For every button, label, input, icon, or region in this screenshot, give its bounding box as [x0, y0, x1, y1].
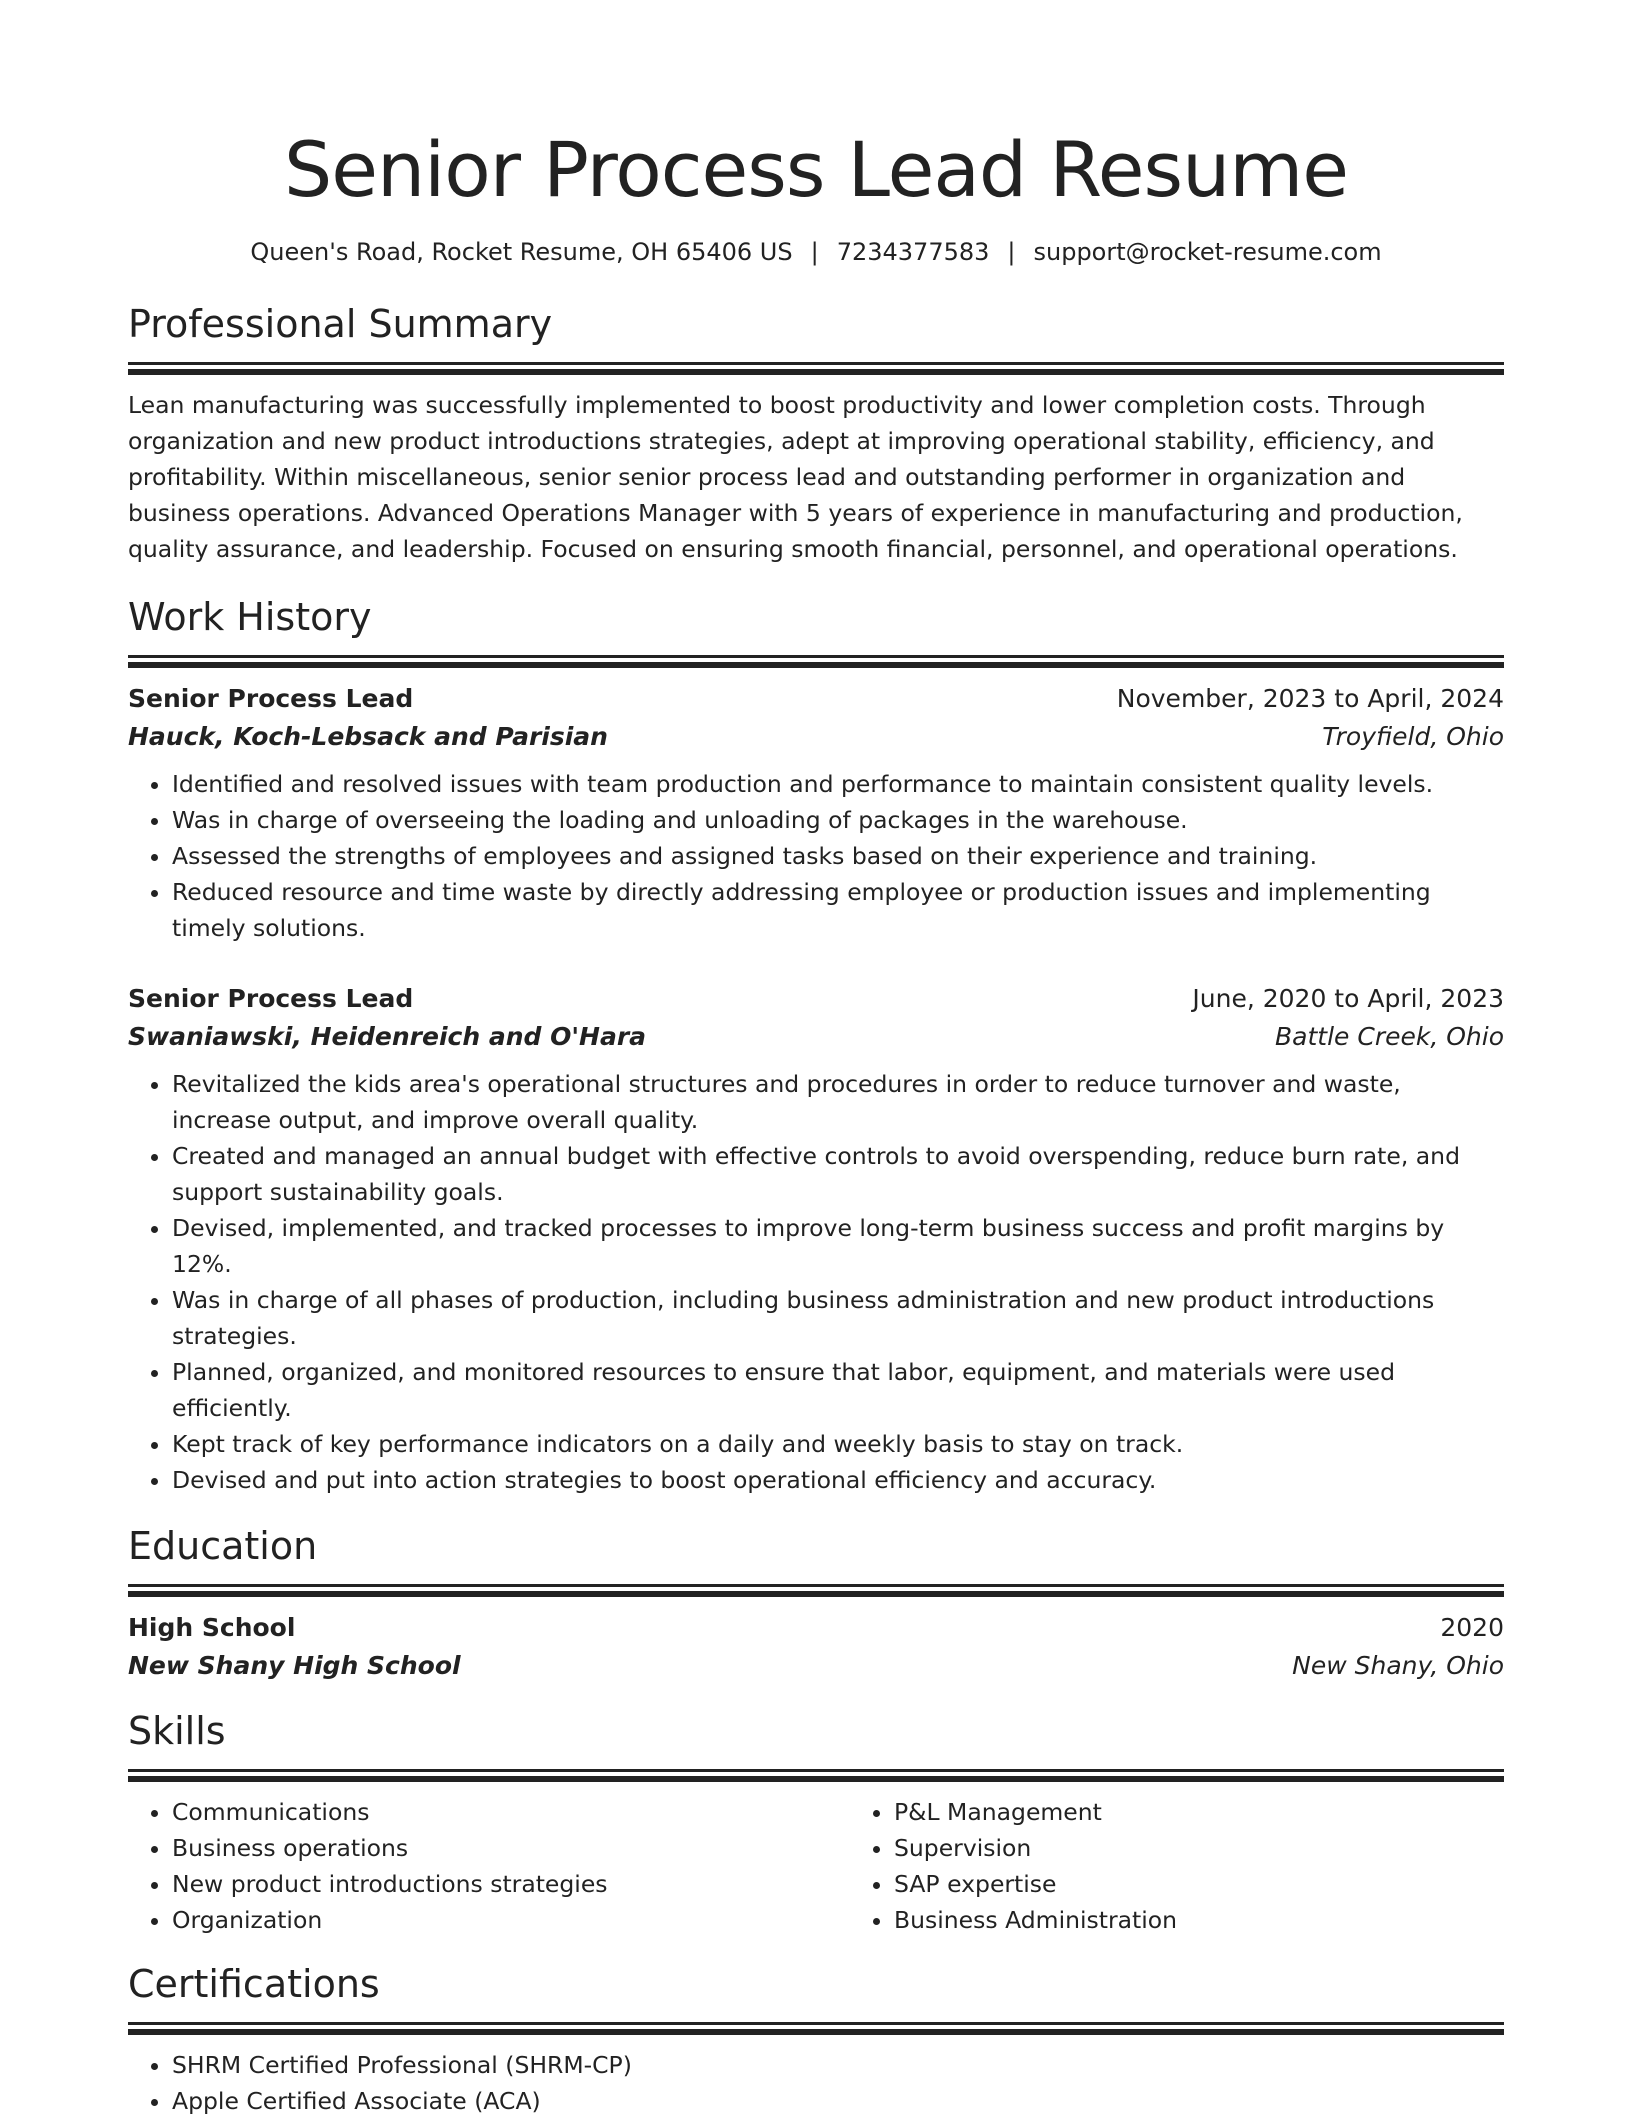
- list-item: • SHRM Certified Professional (SHRM-CP): [172, 2047, 1504, 2083]
- certifications-list: [128, 2047, 1504, 2119]
- contact-separator: |: [810, 238, 819, 266]
- summary-heading: Professional Summary: [128, 302, 553, 346]
- list-item: • Was in charge of all phases of production, including business administration and new product introductions strategies.: [172, 1282, 1504, 1354]
- list-item: • Business Administration: [894, 1902, 1572, 1938]
- job-header: [128, 980, 1504, 1018]
- job-location: Troyfield, Ohio: [1322, 722, 1504, 751]
- job-entry: [128, 980, 1504, 1498]
- list-item: • New product introductions strategies: [172, 1866, 850, 1902]
- list-item: • Planned, organized, and monitored resources to ensure that labor, equipment, and materials were used efficiently.: [172, 1354, 1504, 1426]
- contact-address: Queen's Road, Rocket Resume, OH 65406 US: [250, 238, 793, 266]
- job-subheader: [128, 1018, 1504, 1056]
- job-subheader: [128, 718, 1504, 756]
- education-degree: High School: [128, 1613, 296, 1642]
- list-item: • Apple Certified Associate (ACA): [172, 2083, 1504, 2119]
- section-divider: [128, 655, 1504, 658]
- list-item: • Identified and resolved issues with team production and performance to maintain consistent quality levels.: [172, 766, 1504, 802]
- section-divider: [128, 1769, 1504, 1772]
- job-dates: June, 2020 to April, 2023: [1192, 984, 1504, 1013]
- list-item: • Created and managed an annual budget with effective controls to avoid overspending, reduce burn rate, and support sustainability goals.: [172, 1138, 1504, 1210]
- skills-left-list: [128, 1794, 850, 1938]
- contact-line: [128, 236, 1504, 268]
- section-divider: [128, 2022, 1504, 2025]
- contact-email[interactable]: support@rocket-resume.com: [1033, 238, 1382, 266]
- resume-page: [128, 0, 1504, 2119]
- list-item: • Assessed the strengths of employees and assigned tasks based on their experience and training.: [172, 838, 1504, 874]
- job-header: [128, 680, 1504, 718]
- list-item: • Devised, implemented, and tracked processes to improve long-term business success and profit margins by 12%.: [172, 1210, 1504, 1282]
- education-heading: Education: [128, 1524, 318, 1568]
- work-heading: Work History: [128, 595, 372, 639]
- education-header: [128, 1609, 1504, 1647]
- skills-heading: Skills: [128, 1709, 226, 1753]
- job-entry: [128, 680, 1504, 946]
- job-location: Battle Creek, Ohio: [1275, 1022, 1504, 1051]
- education-location: New Shany, Ohio: [1292, 1651, 1504, 1680]
- list-item: • Revitalized the kids area's operational structures and procedures in order to reduce turnover and waste, increase output, and improve overall quality.: [172, 1066, 1504, 1138]
- contact-separator: |: [1007, 238, 1016, 266]
- job-bullets: [128, 766, 1504, 946]
- list-item: • Devised and put into action strategies to boost operational efficiency and accuracy.: [172, 1462, 1504, 1498]
- job-title: Senior Process Lead: [128, 984, 414, 1013]
- contact-phone: 7234377583: [836, 238, 990, 266]
- list-item: • Supervision: [894, 1830, 1572, 1866]
- education-year: 2020: [1440, 1613, 1504, 1642]
- list-item: • Reduced resource and time waste by directly addressing employee or production issues and implementing timely solutions.: [172, 874, 1504, 946]
- summary-section: [128, 300, 1504, 567]
- skills-section: [128, 1707, 1504, 1938]
- work-section: [128, 593, 1504, 1498]
- section-divider: [128, 1584, 1504, 1587]
- job-company: Hauck, Koch-Lebsack and Parisian: [128, 722, 608, 751]
- education-school: New Shany High School: [128, 1651, 461, 1680]
- resume-title: Senior Process Lead Resume: [283, 125, 1349, 214]
- list-item: • Kept track of key performance indicators on a daily and weekly basis to stay on track.: [172, 1426, 1504, 1462]
- list-item: • Organization: [172, 1902, 850, 1938]
- summary-text: Lean manufacturing was successfully implemented to boost productivity and lower completion costs. Through organization and new product introductions strategies, adept at improving operational stability, efficiency, and profitability. Within miscellaneous, senior senior process lead and outstanding performer in organization and business operations. Advanced Operations Manager with 5 years of experience in manufacturing and production, quality assurance, and leadership. Focused on ensuring smooth financial, personnel, and operational operations.: [128, 391, 1463, 563]
- list-item: • SAP expertise: [894, 1866, 1572, 1902]
- education-subheader: [128, 1647, 1504, 1685]
- job-bullets: [128, 1066, 1504, 1498]
- skills-right-list: [850, 1794, 1572, 1938]
- section-divider: [128, 362, 1504, 365]
- job-title: Senior Process Lead: [128, 684, 414, 713]
- list-item: • P&L Management: [894, 1794, 1572, 1830]
- certifications-heading: Certifications: [128, 1962, 380, 2006]
- list-item: • Was in charge of overseeing the loading and unloading of packages in the warehouse.: [172, 802, 1504, 838]
- job-dates: November, 2023 to April, 2024: [1116, 684, 1504, 713]
- education-section: [128, 1522, 1504, 1685]
- list-item: • Business operations: [172, 1830, 850, 1866]
- list-item: • Communications: [172, 1794, 850, 1830]
- certifications-section: [128, 1960, 1504, 2119]
- job-company: Swaniawski, Heidenreich and O'Hara: [128, 1022, 647, 1051]
- skills-grid: [128, 1794, 1504, 1938]
